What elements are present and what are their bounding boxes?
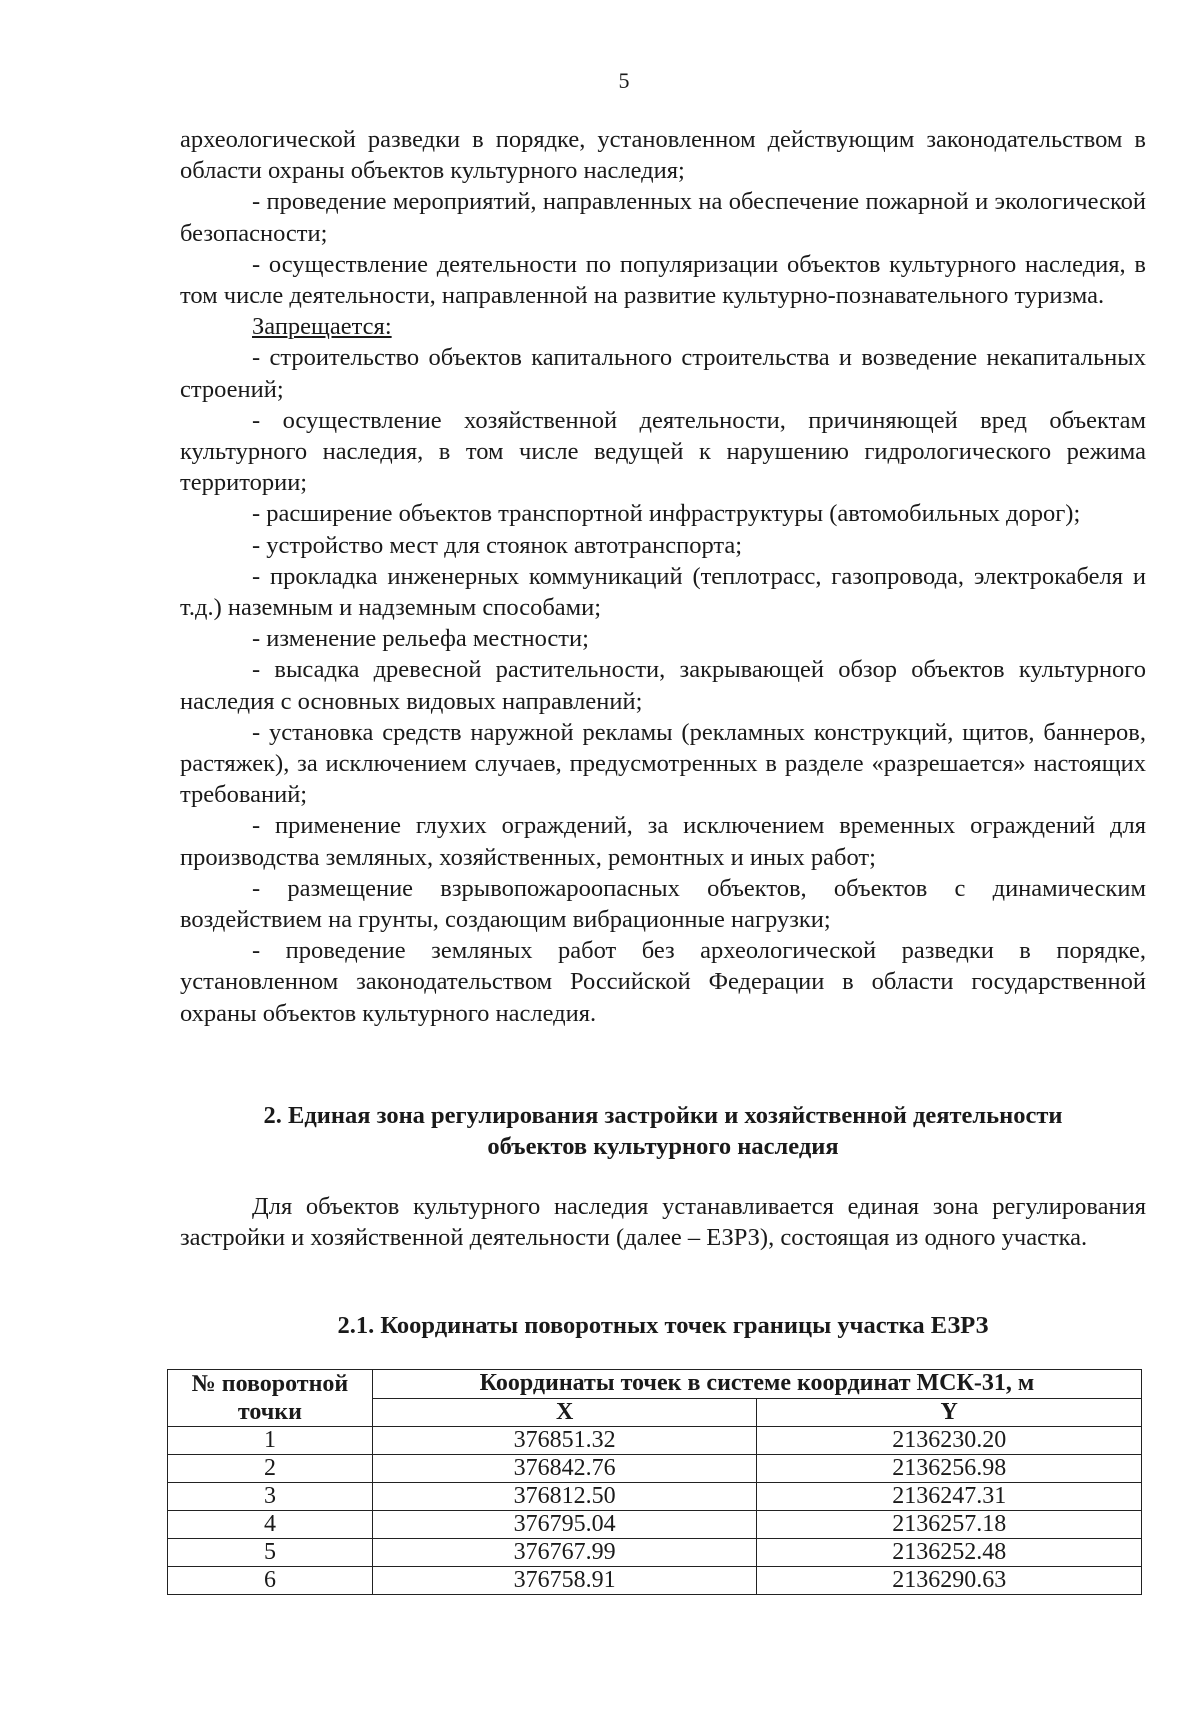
paragraph: - высадка древесной растительности, закрывающей обзор объектов культурного наследия с основных видовых направлений;: [180, 656, 1146, 715]
paragraph: - осуществление хозяйственной деятельности, причиняющей вред объектам культурного наследия, в том числе ведущей к нарушению гидрологического режима территории;: [180, 406, 1146, 497]
paragraph: - осуществление деятельности по популяризации объектов культурного наследия, в том числе деятельности, направленной на развитие культурно-познавательного туризма.: [180, 250, 1146, 310]
y-value: 2136290.63: [757, 1567, 1142, 1595]
paragraph: - прокладка инженерных коммуникаций (теплотрасс, газопровода, электрокабеля и т.д.) наземным и надземным способами;: [180, 562, 1146, 622]
header-point-number: [168, 1370, 373, 1427]
x-value: 376758.91: [372, 1567, 757, 1595]
section-title-line: 2. Единая зона регулирования застройки и хозяйственной деятельности: [263, 1102, 1063, 1129]
header-point-line: № поворотной: [191, 1371, 349, 1397]
table-row: [168, 1567, 1142, 1595]
paragraph: археологической разведки в порядке, установленном действующим законодательством в области охраны объектов культурного наследия;: [180, 126, 1146, 185]
y-value: 2136252.48: [757, 1539, 1142, 1567]
coordinates-table: [167, 1369, 1142, 1595]
paragraph: - строительство объектов капитального строительства и возведение некапитальных строений;: [180, 344, 1146, 403]
x-value: 376767.99: [372, 1539, 757, 1567]
section-title-line: объектов культурного наследия: [487, 1133, 839, 1160]
table-row: [168, 1483, 1142, 1511]
header-x: X: [372, 1398, 757, 1427]
point-number: 3: [168, 1483, 373, 1511]
y-value: 2136256.98: [757, 1455, 1142, 1483]
x-value: 376851.32: [372, 1427, 757, 1455]
paragraph: - проведение мероприятий, направленных на обеспечение пожарной и экологической безопасности;: [180, 188, 1146, 247]
paragraph: - изменение рельефа местности;: [252, 625, 589, 653]
paragraph: - устройство мест для стоянок автотранспорта;: [252, 531, 743, 559]
x-value: 376842.76: [372, 1455, 757, 1483]
point-number: 4: [168, 1511, 373, 1539]
table-row: [168, 1427, 1142, 1455]
paragraph: - установка средств наружной рекламы (рекламных конструкций, щитов, баннеров, растяжек), за исключением случаев, предусмотренных в разделе «разрешается» настоящих требований;: [180, 718, 1146, 809]
table-row: [168, 1511, 1142, 1539]
point-number: 1: [168, 1427, 373, 1455]
prohibited-heading: [180, 311, 1146, 342]
x-value: 376812.50: [372, 1483, 757, 1511]
body-text: [180, 124, 1146, 1029]
point-number: 6: [168, 1567, 373, 1595]
header-coordinates: Координаты точек в системе координат МСК-31, м: [372, 1370, 1141, 1399]
section-title: [180, 1100, 1146, 1162]
point-number: 5: [168, 1539, 373, 1567]
table-title: 2.1. Координаты поворотных точек границы участка ЕЗРЗ: [337, 1312, 989, 1339]
prohibited-heading-text: Запрещается:: [252, 313, 392, 341]
paragraph: - расширение объектов транспортной инфраструктуры (автомобильных дорог);: [252, 500, 1081, 528]
section-paragraph: Для объектов культурного наследия устанавливается единая зона регулирования застройки и хозяйственной деятельности (далее – ЕЗРЗ), состоящая из одного участка.: [180, 1193, 1146, 1252]
x-value: 376795.04: [372, 1511, 757, 1539]
paragraph: - применение глухих ограждений, за исключением временных ограждений для производства земляных, хозяйственных, ремонтных и иных работ;: [180, 812, 1146, 871]
y-value: 2136230.20: [757, 1427, 1142, 1455]
header-point-line: точки: [237, 1399, 302, 1425]
header-y: Y: [757, 1398, 1142, 1427]
table-row: [168, 1455, 1142, 1483]
paragraph: - размещение взрывопожароопасных объектов, объектов с динамическим воздействием на грунты, создающим вибрационные нагрузки;: [180, 874, 1146, 934]
paragraph: - проведение земляных работ без археологической разведки в порядке, установленном законодательством Российской Федерации в области государственной охраны объектов культурного наследия.: [180, 937, 1146, 1027]
table-row: [168, 1539, 1142, 1567]
page-number: 5: [618, 68, 630, 93]
y-value: 2136247.31: [757, 1483, 1142, 1511]
point-number: 2: [168, 1455, 373, 1483]
y-value: 2136257.18: [757, 1511, 1142, 1539]
